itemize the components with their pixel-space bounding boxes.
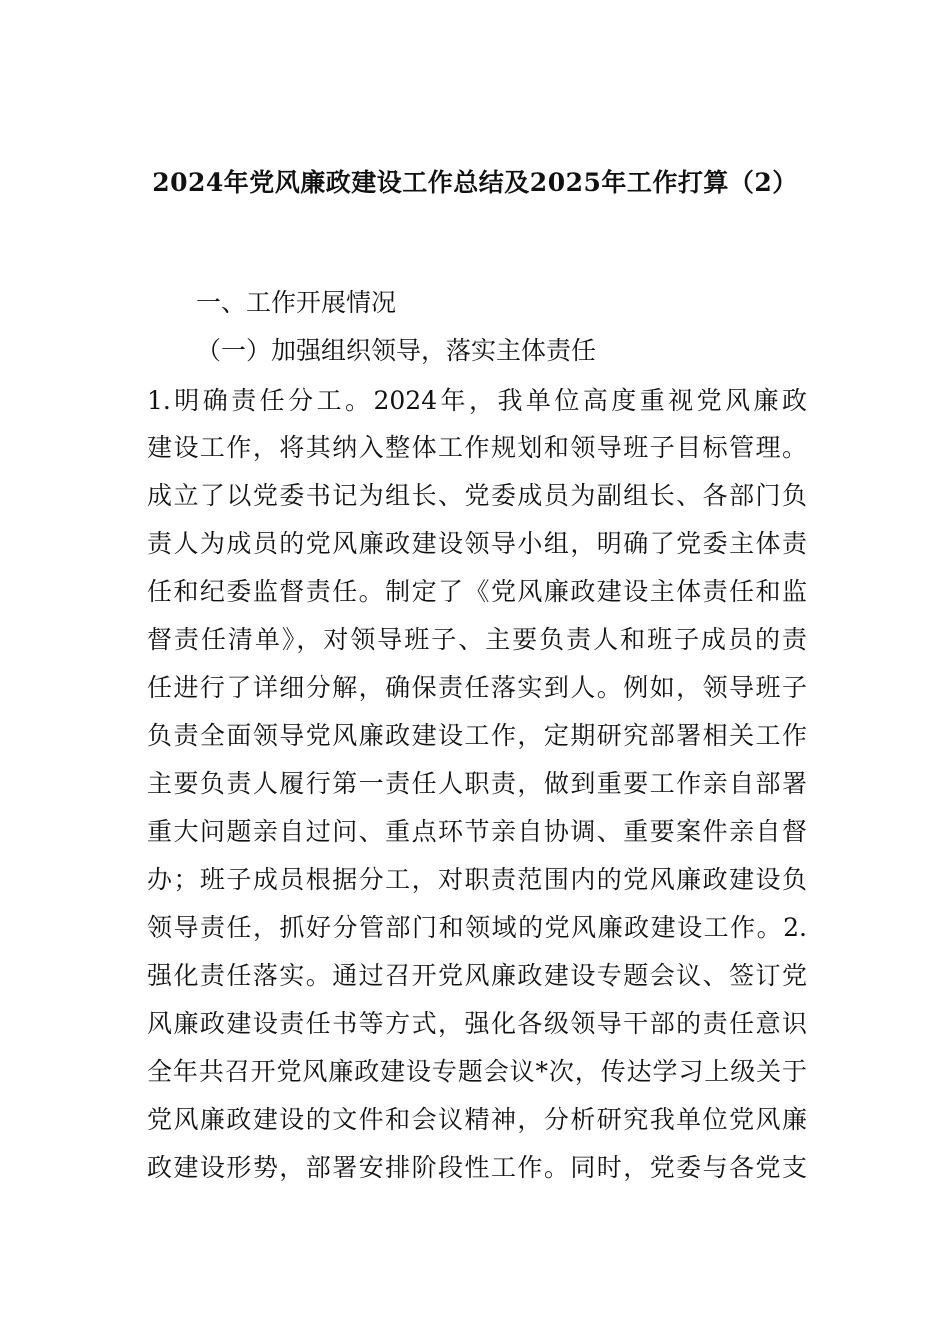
paragraph-line: 办；班子成员根据分工，对职责范围内的党风廉政建设负 xyxy=(147,865,807,894)
document-title: 2024年党风廉政建设工作总结及2025年工作打算（2） xyxy=(152,168,798,197)
paragraph-line: 风廉政建设责任书等方式，强化各级领导干部的责任意识 xyxy=(147,1009,807,1038)
paragraph-line: 强化责任落实。通过召开党风廉政建设专题会议、签订党 xyxy=(147,961,807,990)
paragraph-line: 主要负责人履行第一责任人职责，做到重要工作亲自部署 xyxy=(147,769,807,798)
paragraph-line: 重大问题亲自过问、重点环节亲自协调、重要案件亲自督 xyxy=(147,817,807,846)
paragraph-line: 任和纪委监督责任。制定了《党风廉政建设主体责任和监 xyxy=(147,577,807,606)
paragraph-line: 领导责任，抓好分管部门和领域的党风廉政建设工作。2. xyxy=(147,913,807,942)
paragraph-line: 政建设形势，部署安排阶段性工作。同时，党委与各党支 xyxy=(147,1153,807,1182)
paragraph-line: 建设工作，将其纳入整体工作规划和领导班子目标管理。 xyxy=(147,433,807,462)
paragraph-line: 责人为成员的党风廉政建设领导小组，明确了党委主体责 xyxy=(147,529,807,558)
paragraph-line: 负责全面领导党风廉政建设工作，定期研究部署相关工作 xyxy=(147,721,807,750)
paragraph-line: 督责任清单》，对领导班子、主要负责人和班子成员的责 xyxy=(147,625,807,654)
paragraph-line: 成立了以党委书记为组长、党委成员为副组长、各部门负 xyxy=(147,481,807,510)
paragraph-line: 任进行了详细分解，确保责任落实到人。例如，领导班子 xyxy=(147,673,807,702)
paragraph-line: 全年共召开党风廉政建设专题会议*次，传达学习上级关于 xyxy=(147,1057,807,1086)
paragraph-line: 1.明确责任分工。2024年，我单位高度重视党风廉政 xyxy=(147,386,807,415)
paragraph-line: 党风廉政建设的文件和会议精神，分析研究我单位党风廉 xyxy=(147,1105,807,1134)
subsection-heading: （一）加强组织领导，落实主体责任 xyxy=(196,336,597,365)
section-heading: 一、工作开展情况 xyxy=(196,288,397,317)
